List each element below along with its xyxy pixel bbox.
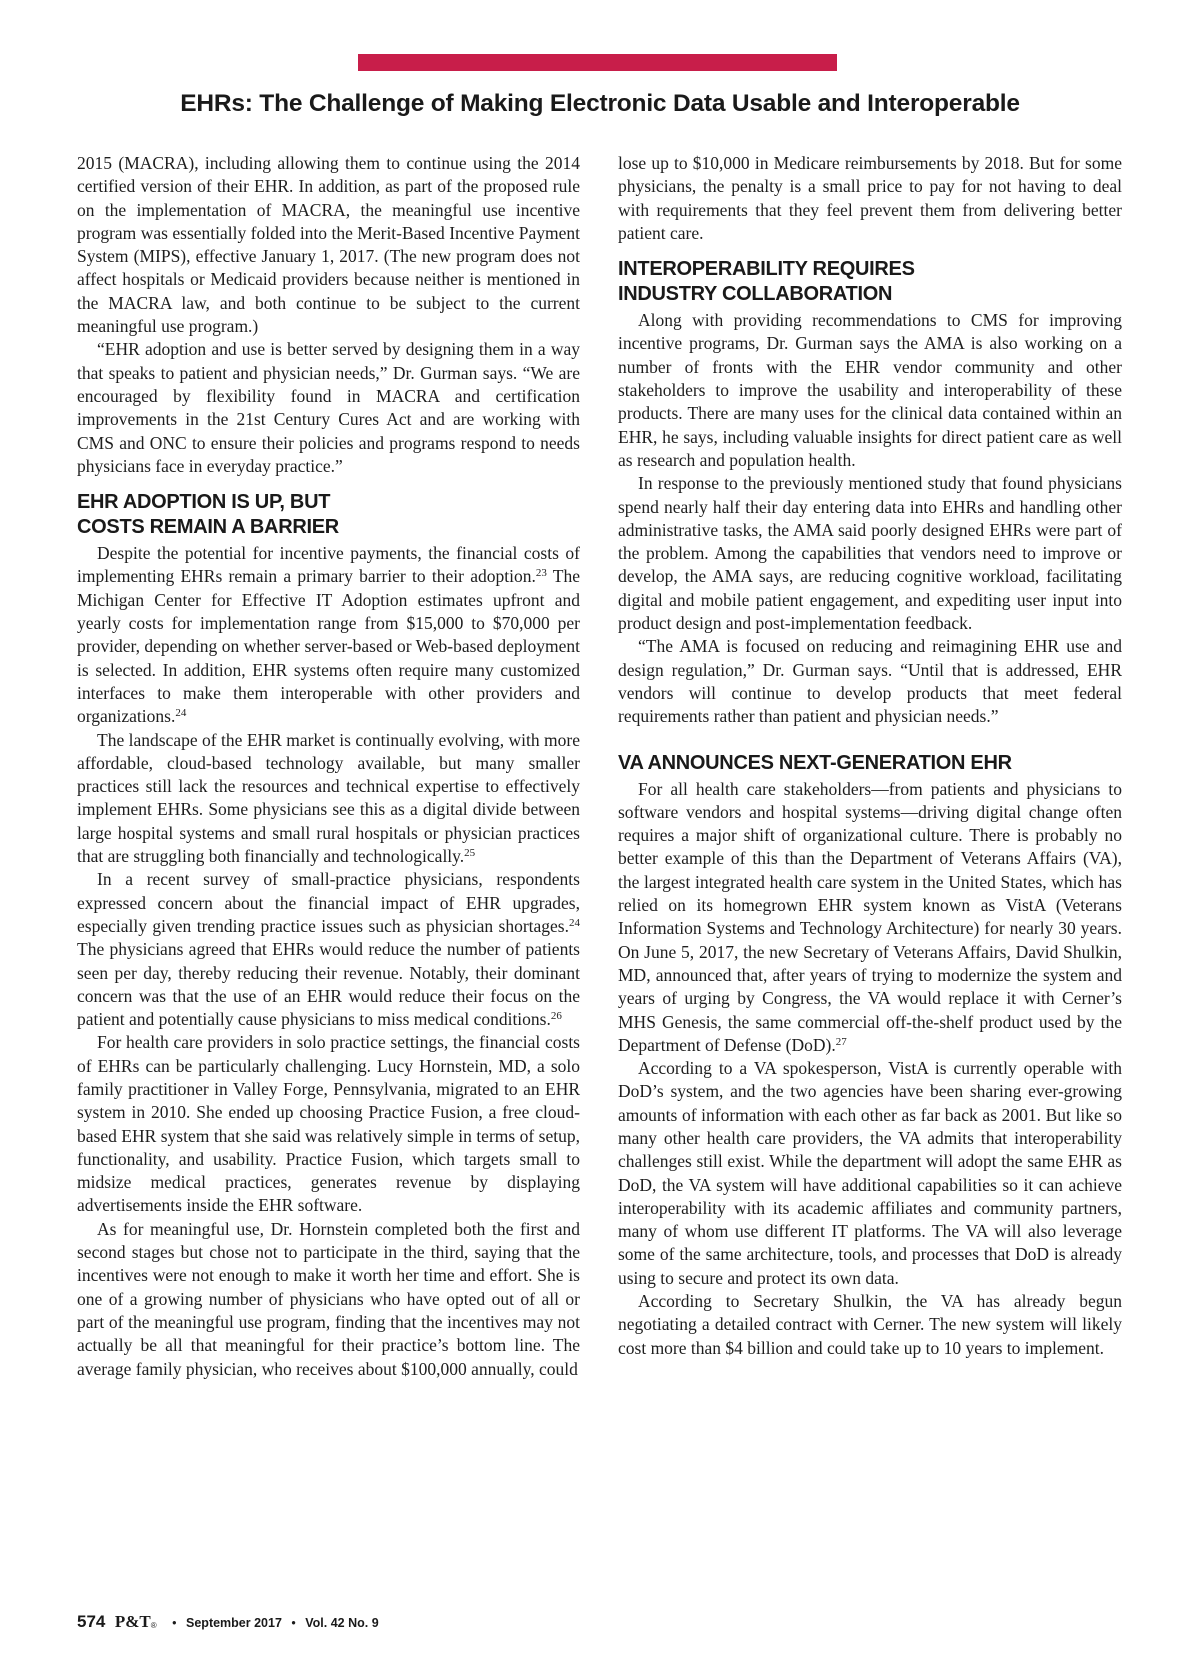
left-column [77,152,580,1381]
reference-number: 24 [175,707,187,720]
separator: • [172,1616,177,1630]
registered-mark: ® [150,1621,157,1630]
paragraph [77,868,580,1031]
paragraph [77,729,580,869]
text: In a recent survey of small-practice physicians, respondents expressed concern about the financial impact of EHR upgrades, especially given trending practice issues such as physician shortages. [77,869,580,936]
section-heading [618,751,1122,776]
accent-bar [358,54,837,71]
paragraph: 2015 (MACRA), including allowing them to continue using the 2014 certified version of their EHR. In addition, as part of the proposed rule on the implementation of MACRA, the meaningful use incentive program was essentially folded into the Merit-Based Incentive Payment System (MIPS), effective January 1, 2017. (The new program does not affect hospitals or Medicaid providers because neither is mentioned in the MACRA law, and both continue to be subject to the current meaningful use program.) [77,153,580,337]
section-heading [618,257,1122,307]
text: The landscape of the EHR market is continually evolving, with more affordable, cloud-based technology available, but many smaller practices still lack the resources and technical expertise to effectively implement EHRs. Some physicians see this as a digital divide between large hospital systems and small rural hospitals or physician practices that are struggling both financially and technologically. [77,729,580,867]
paragraph: For health care providers in solo practice settings, the financial costs of EHRs can be particularly challenging. Lucy Hornstein, MD, a solo family practitioner in Valley Forge, Pennsylvania, migrated to an EHR system in 2010. She ended up choosing Practice Fusion, a free cloud-based EHR system that she said was relatively simple in terms of setup, functionality, and usability. Practice Fusion, which targets small to midsize medical practices, generates revenue by displaying advertisements inside the EHR software. [77,1032,580,1216]
volume-issue: Vol. 42 No. 9 [305,1616,379,1630]
section-heading-line: EHR ADOPTION IS UP, BUT [77,491,331,514]
reference-number: 25 [464,847,476,860]
section-heading-line: INTEROPERABILITY REQUIRES [618,258,915,281]
reference-number: 26 [550,1010,562,1023]
paragraph: “The AMA is focused on reducing and reimagining EHR use and design regulation,” Dr. Gurman says. “Until that is addressed, EHR vendors will continue to develop products that meet federal requirements rather than patient and physician needs.” [618,636,1122,727]
text: The physicians agreed that EHRs would reduce the number of patients seen per day, thereby reducing their revenue. Notably, their dominant concern was that the use of an EHR would reduce their focus on the patient and potentially cause physicians to miss medical conditions. [77,939,580,1030]
section-heading-line: INDUSTRY COLLABORATION [618,283,893,306]
reference-number: 24 [569,916,580,929]
paragraph: According to a VA spokesperson, VistA is currently operable with DoD’s system, and the two agencies have been sharing ever-growing amounts of information with each other as far back as 2001. But like so many other health care providers, the VA admits that interoperability challenges still exist. While the department will adopt the same EHR as DoD, the VA system will have additional capabilities so it can achieve interoperability with its academic affiliates and community partners, many of whom use different IT platforms. The VA will also leverage some of the same architecture, tools, and processes that DoD is already using to secure and protect its own data. [618,1058,1122,1288]
journal-name: P&T [114,1612,151,1631]
paragraph [77,542,580,728]
paragraph: lose up to $10,000 in Medicare reimbursements by 2018. But for some physicians, the penalty is a small price to pay for not having to deal with requirements that they feel prevent them from delivering better patient care. [618,153,1122,243]
right-column [618,152,1122,1360]
paragraph: In response to the previously mentioned study that found physicians spend nearly half their day entering data into EHRs and handling other administrative tasks, the AMA said poorly designed EHRs were part of the problem. Among the capabilities that vendors need to improve or develop, the AMA says, are reducing cognitive workload, facilitating digital and mobile patient engagement, and expediting user input into product design and post-implementation feedback. [618,473,1122,634]
section-heading-line: VA ANNOUNCES NEXT-GENERATION EHR [618,751,1012,774]
reference-number: 27 [835,1035,847,1048]
paragraph: According to Secretary Shulkin, the VA has already begun negotiating a detailed contract with Cerner. The new system will likely cost more than $4 billion and could take up to 10 years to implement. [618,1291,1122,1358]
paragraph: “EHR adoption and use is better served by designing them in a way that speaks to patient and physician needs,” Dr. Gurman says. “We are encouraged by flexibility found in MACRA and certification improvements in the 21st Century Cures Act and are working with CMS and ONC to ensure their policies and programs respond to needs physicians face in everyday practice.” [77,339,580,476]
section-heading-line: COSTS REMAIN A BARRIER [77,516,339,539]
paragraph [618,778,1122,1058]
text: Despite the potential for incentive payments, the financial costs of implementing EHRs remain a primary barrier to their adoption. [77,543,580,587]
separator: • [291,1616,296,1630]
section-heading [77,490,580,540]
page-number: 574 [77,1612,106,1631]
paragraph: As for meaningful use, Dr. Hornstein completed both the first and second stages but chose not to participate in the third, saying that the incentives were not enough to make it worth her time and effort. She is one of a growing number of physicians who have opted out of all or part of the meaningful use program, finding that the incentives may not actually be all that meaningful for their practice’s bottom line. The average family physician, who receives about $100,000 annually, could [77,1218,580,1379]
paragraph: Along with providing recommendations to CMS for improving incentive programs, Dr. Gurman says the AMA is also working on a number of fronts with the EHR vendor community and other stakeholders to improve the usability and interoperability of these products. There are many uses for the clinical data contained within an EHR, he says, including valuable insights for direct patient care as well as research and population health. [618,310,1122,470]
text: For all health care stakeholders—from patients and physicians to software vendors and hospital systems—driving digital change often requires a major shift of organizational culture. There is probably no better example of this than the Department of Veterans Affairs (VA), the largest integrated health care system in the United States, which has relied on its homegrown EHR system known as VistA (Veterans Information Systems and Technology Architecture) for nearly 30 years. On June 5, 2017, the new Secretary of Veterans Affairs, David Shulkin, MD, announced that, after years of trying to modernize the system and years of urging by Congress, the VA would replace it with Cerner’s MHS Genesis, the same commercial off-the-shelf product used by the Department of Defense (DoD). [618,778,1122,1055]
text: The Michigan Center for Effective IT Adoption estimates upfront and yearly costs for implementation range from $15,000 to $70,000 per provider, depending on whether server-based or Web-based deployment is selected. In addition, EHR systems often require many customized interfaces to make them interoperable with other providers and organizations. [77,566,580,727]
running-head: EHRs: The Challenge of Making Electronic Data Usable and Interoperable [180,90,1020,117]
issue-date: September 2017 [186,1616,282,1630]
page-footer [77,1612,379,1632]
reference-number: 23 [535,567,547,580]
